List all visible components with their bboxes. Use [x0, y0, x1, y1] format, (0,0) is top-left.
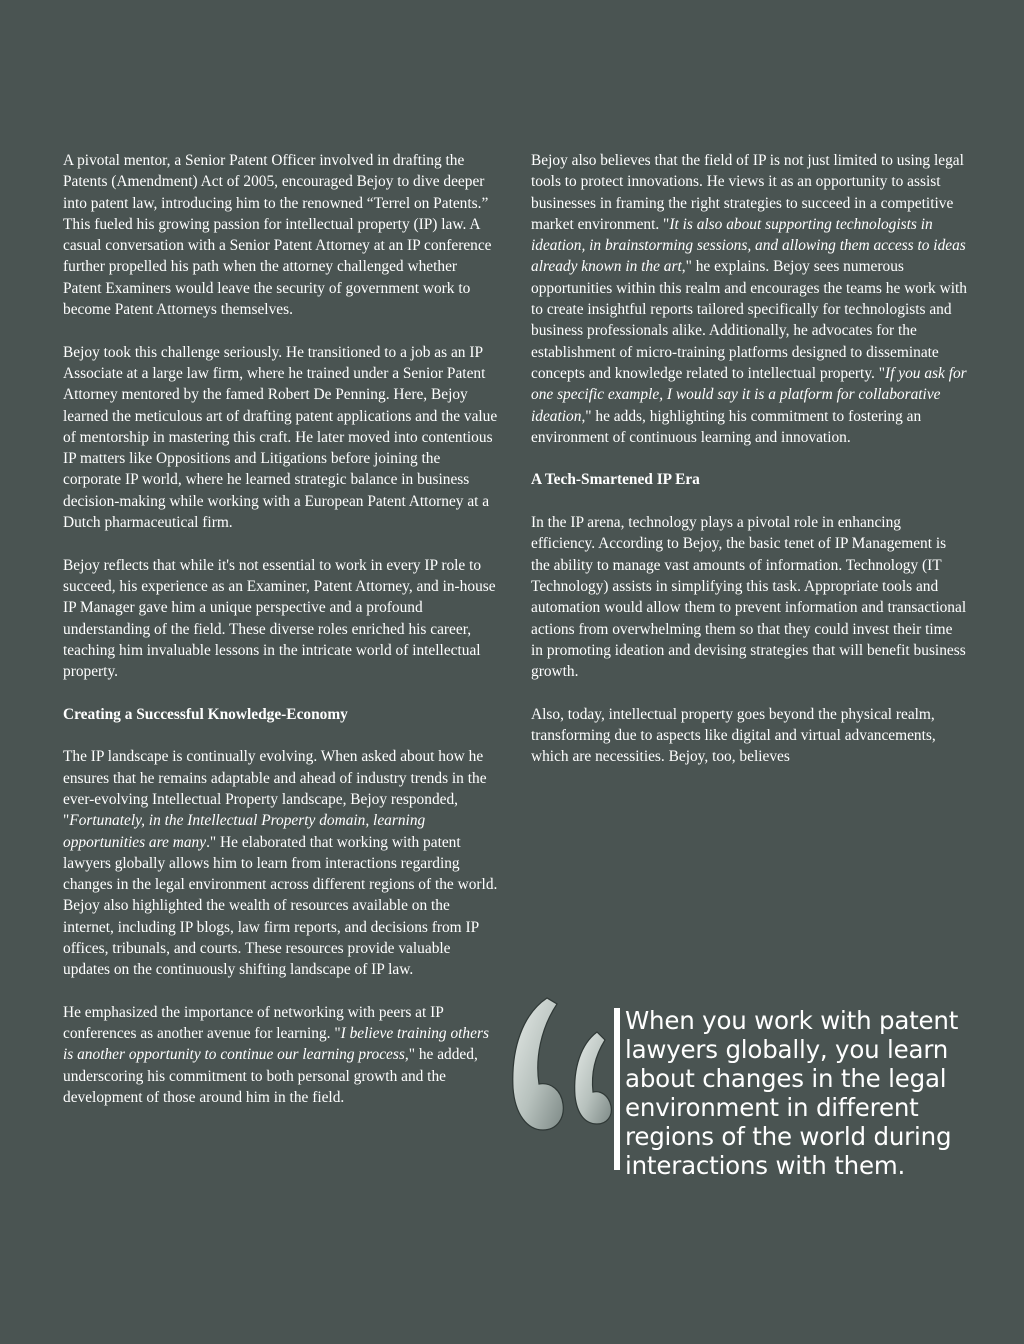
left-column — [63, 150, 499, 1130]
quote-mark-icon — [505, 996, 615, 1136]
quote-span: I believe training others is another opportunity to continue our learning process — [63, 1025, 489, 1064]
paragraph-landscape — [63, 746, 499, 980]
text-span: The IP landscape is continually evolving. When asked about how he ensures that he remains adaptable and ahead of industry trends in the ever-evolving Intellectual Property landscape, Bejoy responded, " — [63, 748, 487, 830]
text-span: ." He elaborated that working with patent lawyers globally allows him to learn from interactions regarding changes in the legal environment across different regions of the world. Bejoy also highlighted the wealth of resources available on the internet, including IP blogs, law firm reports, and decisions from IP offices, tribunals, and courts. These resources provide valuable updates on the continuously shifting landscape of IP law. — [63, 833, 498, 979]
paragraph-mentor: A pivotal mentor, a Senior Patent Officer involved in drafting the Patents (Amendment) Act of 2005, encouraged Bejoy to dive deeper into patent law, introducing him to the renowned “Terrel on Patents.” This fueled his growing passion for intellectual property (IP) law. A casual conversation with a Senior Patent Attorney at an IP conference further propelled his path when the attorney challenged whether Patent Examiners would leave the security of government work to become Patent Attorneys themselves. — [63, 152, 492, 319]
paragraph-technology: In the IP arena, technology plays a pivotal role in enhancing efficiency. According to Bejoy, the basic tenet of IP Management is the ability to manage vast amounts of information. Technology (IT Technology) assists in simplifying this task. Appropriate tools and automation would allow them to prevent information and transactional actions from overwhelming them so that they could invest their time in promoting ideation and devising strategies that will benefit business growth. — [531, 514, 967, 681]
paragraph-networking — [63, 1002, 499, 1108]
paragraph-challenge: Bejoy took this challenge seriously. He transitioned to a job as an IP Associate at a large law firm, where he trained under a Senior Patent Attorney mentored by the famed Robert De Penning. Here, Bejoy learned the meticulous art of drafting patent applications and the value of mentorship in mastering this craft. He later moved into contentious IP matters like Oppositions and Litigations before joining the corporate IP world, where he learned strategic balance in business decision-making while working with a European Patent Attorney at a Dutch pharmaceutical firm. — [63, 343, 498, 532]
section-heading-knowledge-economy: Creating a Successful Knowledge-Economy — [63, 705, 348, 723]
right-column — [531, 150, 967, 789]
quote-span: If you ask for one specific example, I would say it is a platform for collaborative ideation — [531, 364, 967, 425]
paragraph-field-of-ip — [531, 150, 967, 448]
paragraph-reflection: Bejoy reflects that while it's not essential to work in every IP role to succeed, his experience as an Examiner, Patent Attorney, and in-house IP Manager gave him a unique perspective and a profound understanding of the field. These diverse roles enriched his career, teaching him invaluable lessons in the intricate world of intellectual property. — [63, 556, 496, 681]
quote-divider-bar — [614, 1008, 620, 1170]
paragraph-digital: Also, today, intellectual property goes beyond the physical realm, transforming due to aspects like digital and virtual advancements, which are necessities. Bejoy, too, believes — [531, 705, 936, 766]
text-span: ," he added, underscoring his commitment to both personal growth and the development of those around him in the field. — [63, 1046, 478, 1107]
text-span: He emphasized the importance of networking with peers at IP conferences as another avenue for learning. " — [63, 1003, 444, 1043]
pull-quote — [505, 996, 975, 1196]
text-span: ," he adds, highlighting his commitment to fostering an environment of continuous learning and innovation. — [531, 407, 922, 446]
section-heading-tech-era: A Tech-Smartened IP Era — [531, 471, 700, 489]
text-span: Bejoy also believes that the field of IP is not just limited to using legal tools to protect innovations. He views it as an opportunity to assist businesses in framing the right strategies to succeed in a competitive market environment. " — [531, 152, 964, 233]
text-span: ," he explains. Bejoy sees numerous opportunities within this realm and encourages the teams he work with to create insightful reports tailored specifically for technologists and business professionals alike. Additionally, he advocates for the establishment of micro-training platforms designed to disseminate concepts and knowledge related to intellectual property. " — [531, 258, 967, 382]
pull-quote-text: When you work with patent lawyers globally, you learn about changes in the legal environment in different regions of the world during interactions with them. — [625, 1006, 959, 1180]
quote-span: It is also about supporting technologists in ideation, in brainstorming sessions, and allowing them access to ideas already known in the art — [531, 215, 966, 276]
quote-span: Fortunately, in the Intellectual Property domain, learning opportunities are many — [63, 812, 426, 851]
